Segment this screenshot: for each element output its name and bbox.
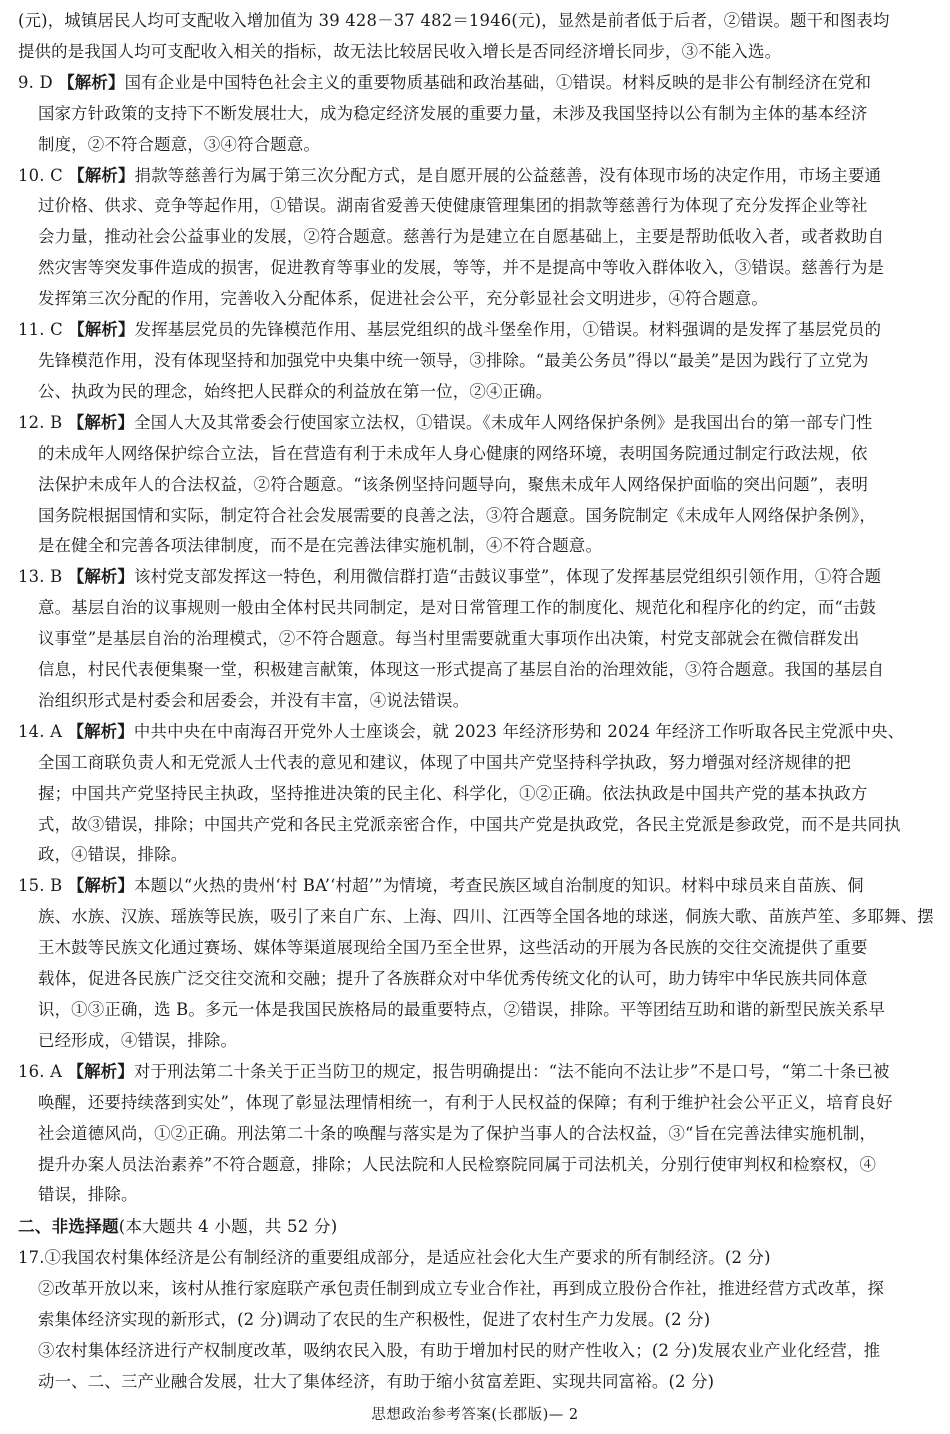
text-line: 握；中国共产党坚持民主执政，坚持推进决策的民主化、科学化，①②正确。依法执政是中国共产党的基本执政方 — [38, 783, 868, 803]
answer-item-17 — [18, 1243, 934, 1398]
answer-number: 17. — [18, 1248, 45, 1268]
text-line: 对于刑法第二十条关于正当防卫的规定，报告明确提出：“法不能向不法让步”不是口号，“第二十条已被 — [133, 1061, 890, 1081]
text-line: 过价格、供求、竞争等起作用，①错误。湖南省爱善天使健康管理集团的捐款等慈善行为体现了充分发挥企业等社 — [38, 196, 868, 216]
text-line: 发挥第三次分配的作用，完善收入分配体系，促进社会公平，充分彰显社会文明进步，④符合题意。 — [38, 289, 768, 309]
text-line: 国务院根据国情和实际，制定符合社会发展需要的良善之法，③符合题意。国务院制定《未成年人网络保护条例》， — [38, 505, 876, 525]
answer-item-14 — [18, 717, 934, 872]
answer-item-15 — [18, 871, 934, 1056]
answer-item-13 — [18, 562, 934, 717]
text-line: 提升办案人员法治素养”不符合题意，排除；人民法院和人民检察院同属于司法机关，分别行使审判权和检察权，④ — [38, 1154, 877, 1174]
text-line: 索集体经济实现的新形式，(2 分)调动了农民的生产积极性，促进了农村生产力发展。(2 分) — [38, 1310, 711, 1330]
text-line: ③农村集体经济进行产权制度改革，吸纳农民入股，有助于增加村民的财产性收入；(2 分)发展农业产业化经营，推 — [38, 1340, 881, 1360]
text-line: 全国工商联负责人和无党派人士代表的意见和建议，体现了中国共产党坚持科学执政，努力增强对经济规律的把 — [38, 752, 851, 772]
text-line: 制度，②不符合题意，③④符合题意。 — [38, 134, 321, 154]
text-line: 的未成年人网络保护综合立法，旨在营造有利于未成年人身心健康的网络环境，表明国务院通过制定行政法规，依 — [38, 443, 868, 463]
text-line: 社会道德风尚，①②正确。刑法第二十条的唤醒与落实是为了保护当事人的合法权益，③“旨在完善法律实施机制， — [38, 1123, 877, 1143]
section-title: 二、非选择题 — [18, 1216, 119, 1237]
continued-answer-text — [18, 6, 934, 68]
text-line: 识，①③正确，选 B。多元一体是我国民族格局的最重要特点，②错误，排除。平等团结互助和谐的新型民族关系早 — [38, 1000, 886, 1019]
answer-content — [18, 6, 934, 1398]
answer-item-10 — [18, 161, 934, 316]
page-footer: 思想政治参考答案(长郡版)— 2 — [371, 1407, 579, 1423]
analysis-tag: 【解析】 — [67, 567, 135, 587]
text-line: 式，故③错误，排除；中国共产党和各民主党派亲密合作，中国共产党是执政党，各民主党派是参政党，而不是共同执 — [38, 814, 901, 834]
answer-number: 13. B — [18, 567, 63, 587]
answer-number: 15. B — [18, 876, 63, 896]
text-line: 已经形成，④错误，排除。 — [38, 1030, 238, 1050]
answer-number: 11. C — [18, 320, 63, 340]
analysis-tag: 【解析】 — [67, 412, 135, 432]
analysis-tag: 【解析】 — [58, 72, 125, 92]
text-line: 错误，排除。 — [38, 1185, 138, 1205]
text-line: 先锋模范作用，没有体现坚持和加强党中央集中统一领导，③排除。“最美公务员”得以“最美”是因为践行了立党为 — [38, 350, 869, 370]
text-line: ①我国农村集体经济是公有制经济的重要组成部分，是适应社会化大生产要求的所有制经济。(2 分) — [44, 1248, 771, 1268]
analysis-tag: 【解析】 — [67, 721, 134, 741]
text-line: 意。基层自治的议事规则一般由全体村民共同制定，是对日常管理工作的制度化、规范化和程序化的约定，而“击鼓 — [38, 598, 877, 618]
text-line: 提供的是我国人均可支配收入相关的指标，故无法比较居民收入增长是否同经济增长同步，③不能入选。 — [18, 41, 782, 61]
analysis-tag: 【解析】 — [68, 320, 135, 340]
text-line: 会力量，推动社会公益事业的发展，②符合题意。慈善行为是建立在自愿基础上，主要是帮助低收入者，或者救助自 — [38, 227, 885, 247]
answer-item-11 — [18, 315, 934, 408]
text-line: 政，④错误，排除。 — [38, 845, 188, 865]
answer-number: 10. C — [18, 165, 63, 185]
text-line: 该村党支部发挥这一特色，利用微信群打造“击鼓议事堂”，体现了发挥基层党组织引领作用，①符合题 — [134, 567, 882, 587]
text-line: 信息，村民代表便集聚一堂，积极建言献策，体现这一形式提高了基层自治的治理效能，③符合题意。我国的基层自 — [38, 660, 885, 680]
answer-item-9 — [18, 68, 934, 161]
analysis-tag: 【解析】 — [67, 876, 135, 896]
text-line: 议事堂”是基层自治的治理模式，②不符合题意。每当村里需要就重大事项作出决策，村党支部就会在微信群发出 — [38, 629, 860, 649]
text-line: 国家方针政策的支持下不断发展壮大，成为稳定经济发展的重要力量，未涉及我国坚持以公有制为主体的基本经济 — [38, 103, 868, 123]
text-line: 唤醒，还要持续落到实处”，体现了彰显法理情相统一，有利于人民权益的保障；有利于维护社会公平正义，培育良好 — [38, 1092, 893, 1112]
analysis-tag: 【解析】 — [67, 1061, 134, 1081]
text-line: 载体，促进各民族广泛交往交流和交融；提升了各族群众对中华优秀传统文化的认可，助力铸牢中华民族共同体意 — [38, 969, 868, 989]
answer-number: 9. D — [18, 72, 53, 92]
text-line: 然灾害等突发事件造成的损害，促进教育等事业的发展，等等，并不是提高中等收入群体收入，③错误。慈善行为是 — [38, 258, 885, 278]
answer-number: 16. A — [18, 1061, 63, 1081]
answer-item-16 — [18, 1057, 934, 1212]
text-line: 族、水族、汉族、瑶族等民族，吸引了来自广东、上海、四川、江西等全国各地的球迷，侗族大歌、苗族芦笙、多耶舞、摆 — [38, 907, 934, 927]
answer-item-12 — [18, 408, 934, 563]
text-line: 本题以“火热的贵州‘村 BA’‘村超’”为情境，考查民族区域自治制度的知识。材料中球员来自苗族、侗 — [134, 876, 864, 896]
section-note: (本大题共 4 小题，共 52 分) — [118, 1217, 338, 1237]
text-line: 全国人大及其常委会行使国家立法权，①错误。《未成年人网络保护条例》是我国出台的第一部专门性 — [134, 412, 873, 432]
text-line: 动一、二、三产业融合发展，壮大了集体经济，有助于缩小贫富差距、实现共同富裕。(2 分) — [38, 1371, 715, 1391]
answer-number: 14. A — [18, 721, 63, 741]
text-line: 中共中央在中南海召开党外人士座谈会，就 2023 年经济形势和 2024 年经济工作听取各民主党派中央、 — [133, 721, 905, 741]
text-line: 法保护未成年人的合法权益，②符合题意。“该条例坚持问题导向，聚焦未成年人网络保护面临的突出问题”，表明 — [38, 474, 869, 494]
text-line: (元)，城镇居民人均可支配收入增加值为 39 428－37 482＝1946(元)，显然是前者低于后者，②错误。题干和图表均 — [18, 11, 890, 30]
text-line: 治组织形式是村委会和居委会，并没有丰富，④说法错误。 — [38, 690, 470, 710]
section-heading — [18, 1211, 934, 1243]
text-line: ②改革开放以来，该村从推行家庭联产承包责任制到成立专业合作社，再到成立股份合作社，推进经营方式改革，探 — [38, 1279, 885, 1299]
text-line: 发挥基层党员的先锋模范作用、基层党组织的战斗堡垒作用，①错误。材料强调的是发挥了基层党员的 — [134, 320, 882, 340]
text-line: 是在健全和完善各项法律制度，而不是在完善法律实施机制，④不符合题意。 — [38, 536, 603, 556]
analysis-tag: 【解析】 — [68, 165, 135, 185]
answer-number: 12. B — [18, 412, 63, 432]
text-line: 公、执政为民的理念，始终把人民群众的利益放在第一位，②④正确。 — [38, 381, 553, 401]
text-line: 王木鼓等民族文化通过赛场、媒体等渠道展现给全国乃至全世界，这些活动的开展为各民族的交往交流提供了重要 — [38, 938, 868, 958]
text-line: 国有企业是中国特色社会主义的重要物质基础和政治基础，①错误。材料反映的是非公有制经济在党和 — [124, 72, 872, 92]
text-line: 捐款等慈善行为属于第三次分配方式，是自愿开展的公益慈善，没有体现市场的决定作用，市场主要通 — [134, 165, 882, 185]
